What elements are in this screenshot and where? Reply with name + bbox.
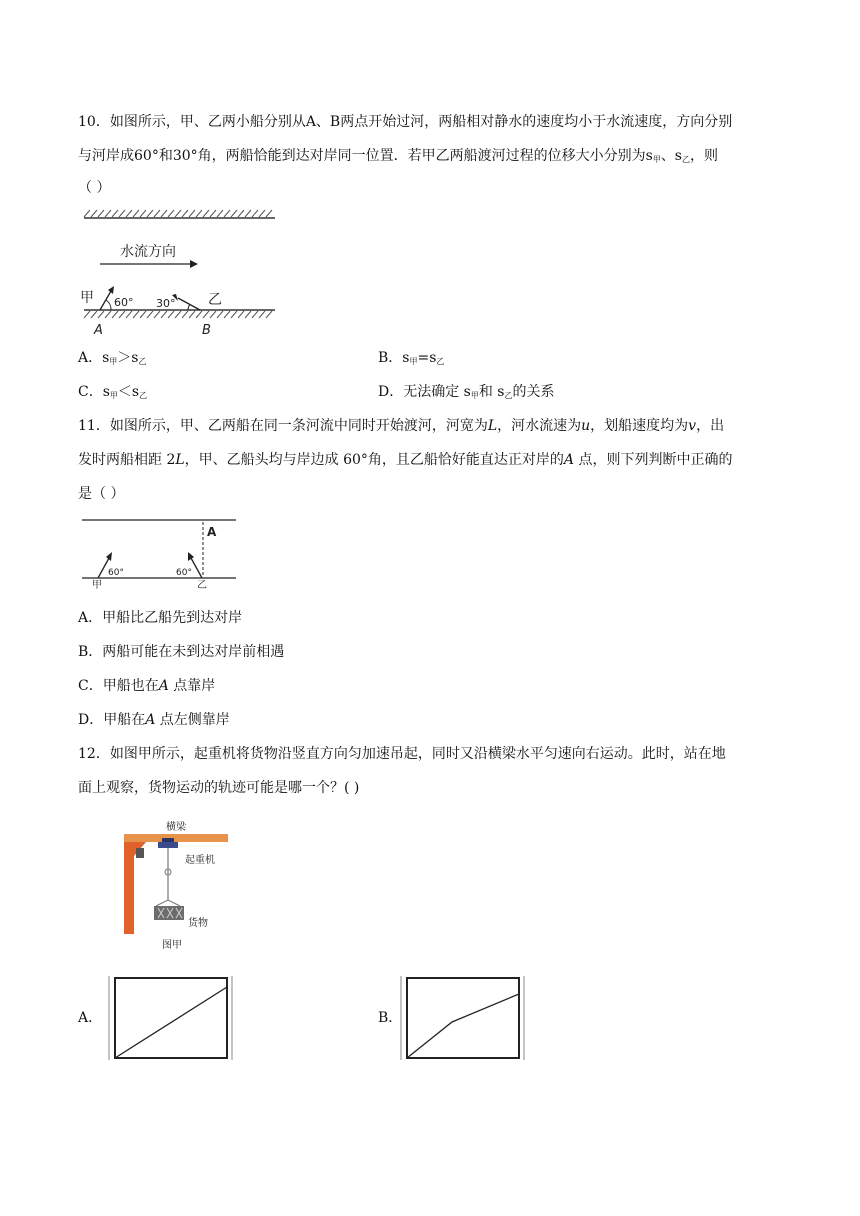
crane-trolley	[158, 842, 178, 848]
q11-option-a[interactable]: A．甲船比乙船先到达对岸	[78, 610, 243, 626]
figure-caption: 图甲	[162, 940, 182, 951]
graph-b-trajectory	[407, 994, 519, 1058]
point-b-label: B	[202, 323, 211, 338]
boat-yi-label: 乙	[208, 292, 222, 308]
angle-30-label: 30°	[156, 297, 176, 310]
crane-post	[124, 838, 134, 934]
q10-option-b[interactable]: B．$s_甲=s_乙$	[378, 350, 445, 366]
river-crossing-figure-q11	[78, 512, 240, 590]
q10-option-a[interactable]: A．$s_甲>s_乙$	[78, 350, 147, 366]
q12-option-a-label[interactable]: A．	[78, 1010, 103, 1026]
angle-60-label: 60°	[114, 296, 134, 309]
sling-left	[156, 900, 168, 906]
point-a-label: A	[94, 323, 103, 338]
q10-option-c[interactable]: C．$s_甲<s_乙$	[78, 384, 148, 400]
river-crossing-figure-q10	[78, 206, 283, 338]
angle-60-label-jia: 60°	[108, 568, 124, 578]
boat-jia-label: 甲	[80, 290, 94, 306]
angle-30-arc	[188, 304, 190, 310]
crane-motor	[136, 848, 144, 858]
angle-60-label-yi: 60°	[176, 568, 192, 578]
bottom-bank-hatching	[84, 311, 272, 318]
crane-trolley-top	[162, 838, 174, 842]
q11-line-1: 11．如图所示，甲、乙两船在同一条河流中同时开始渡河，河宽为L，河水流速为u，划船速度均为v，出	[78, 418, 725, 434]
q10-option-d[interactable]: D．无法确定 $s_甲$和 $s_乙$的关系	[378, 384, 555, 400]
q11-option-b[interactable]: B．两船可能在未到达对岸前相遇	[78, 644, 285, 660]
boat-yi-arrow-head	[188, 552, 194, 561]
crane-beam	[124, 834, 228, 842]
q10-line-2: 与河岸成60°和30°角，两船恰能到达对岸同一位置．若甲乙两船渡河过程的位移大小分别为$s_甲$、$s_乙$，则	[78, 148, 718, 164]
trajectory-graph-a[interactable]	[108, 974, 234, 1062]
flow-arrow-head	[190, 260, 198, 268]
boat-jia-arrow-head	[108, 286, 114, 294]
cargo-label: 货物	[188, 918, 208, 929]
q10-line-1: 10．如图所示，甲、乙两小船分别从A、B两点开始过河，两船相对静水的速度均小于水流速度，方向分别	[78, 114, 733, 130]
q12-line-1: 12．如图甲所示，起重机将货物沿竖直方向匀加速吊起，同时又沿横梁水平匀速向右运动。此时，站在地	[78, 746, 726, 762]
crane-label: 起重机	[185, 855, 215, 866]
q11-line-3: 是（ ）	[78, 486, 125, 502]
q12-line-2: 面上观察，货物运动的轨迹可能是哪一个？( )	[78, 780, 360, 796]
boat-jia-velocity-arrow	[100, 291, 111, 310]
boat-yi-arrow	[191, 558, 202, 578]
boat-yi-label: 乙	[197, 580, 207, 590]
beam-label: 横梁	[166, 822, 186, 833]
graph-a-trajectory	[115, 987, 227, 1058]
q12-option-b-label[interactable]: B．	[378, 1010, 403, 1026]
graph-a-frame	[115, 978, 227, 1058]
point-a-label: A	[207, 525, 217, 539]
q11-option-d[interactable]: D．甲船在A 点左侧靠岸	[78, 712, 230, 728]
top-bank-hatching	[84, 210, 272, 217]
sling-right	[168, 900, 180, 906]
q11-option-c[interactable]: C．甲船也在A 点靠岸	[78, 678, 216, 694]
angle-60-arc	[106, 300, 111, 310]
flow-direction-label: 水流方向	[120, 244, 176, 260]
q11-line-2: 发时两船相距 2L，甲、乙船头均与岸边成 60°角，且乙船恰好能直达正对岸的A 点，则下列判断中正确的	[78, 452, 733, 468]
q10-answer-paren: （ ）	[78, 180, 111, 196]
boat-jia-label: 甲	[92, 580, 102, 590]
trajectory-graph-b[interactable]	[400, 974, 526, 1062]
boat-jia-arrow-head	[106, 552, 112, 561]
boat-yi-velocity-arrow	[178, 298, 200, 310]
crane-figure	[118, 816, 230, 952]
